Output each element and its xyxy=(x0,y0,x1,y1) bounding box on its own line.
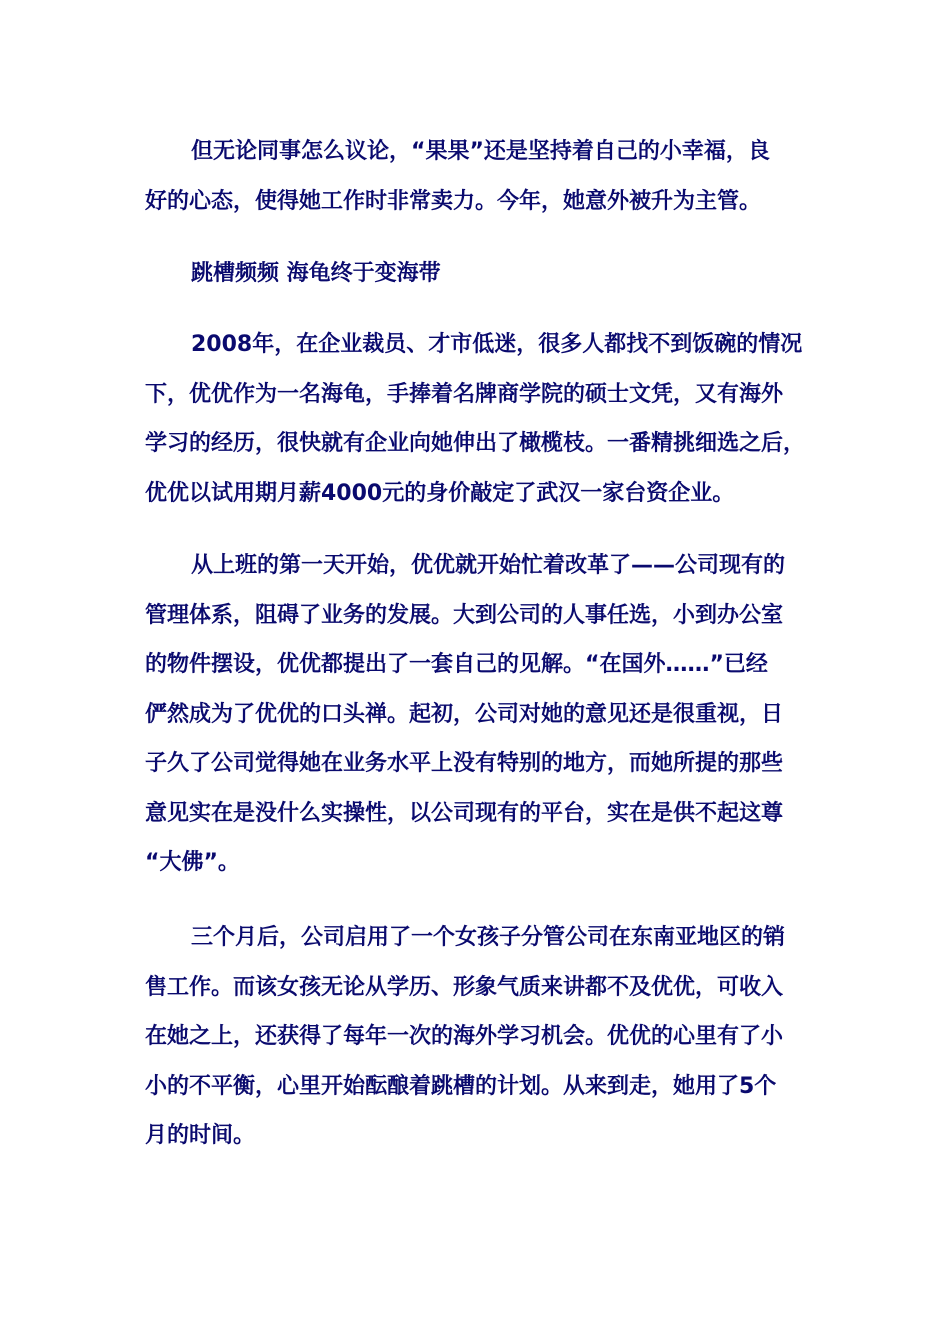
paragraph-line: 下，优优作为一名海龟，手捧着名牌商学院的硕士文凭，又有海外 xyxy=(145,381,784,407)
paragraph-line: “大佛”。 xyxy=(145,850,240,875)
paragraph-line: 子久了公司觉得她在业务水平上没有特别的地方，而她所提的那些 xyxy=(145,751,784,776)
paragraph-line: 在她之上，还获得了每年一次的海外学习机会。优优的心里有了小 xyxy=(145,1024,784,1049)
section-heading xyxy=(145,249,845,299)
paragraph-2 xyxy=(145,320,845,518)
paragraph-1 xyxy=(145,127,845,226)
paragraph-line: 从上班的第一天开始，优优就开始忙着改革了——公司现有的 xyxy=(191,553,786,578)
paragraph-line: 意见实在是没什么实操性，以公司现有的平台，实在是供不起这尊 xyxy=(145,800,784,826)
paragraph-line: 俨然成为了优优的口头禅。起初，公司对她的意见还是很重视，日 xyxy=(145,701,784,727)
heading-line: 跳槽频频 海龟终于变海带 xyxy=(191,261,441,286)
paragraph-line: 但无论同事怎么议论，“果果”还是坚持着自己的小幸福，良 xyxy=(191,139,770,164)
paragraph-line: 三个月后，公司启用了一个女孩子分管公司在东南亚地区的销 xyxy=(191,925,786,950)
paragraph-line: 月的时间。 xyxy=(145,1123,256,1148)
paragraph-line: 的物件摆设，优优都提出了一套自己的见解。“在国外……”已经 xyxy=(145,652,768,677)
paragraph-line: 管理体系，阻碍了业务的发展。大到公司的人事任选，小到办公室 xyxy=(145,602,784,628)
paragraph-3 xyxy=(145,541,845,888)
paragraph-line: 小的不平衡，心里开始酝酿着跳槽的计划。从来到走，她用了5个 xyxy=(145,1073,777,1099)
paragraph-line: 2008年，在企业裁员、才市低迷，很多人都找不到饭碗的情况 xyxy=(191,332,803,357)
paragraph-line: 学习的经历，很快就有企业向她伸出了橄榄枝。一番精挑细选之后， xyxy=(145,431,806,456)
paragraph-4 xyxy=(145,913,845,1161)
paragraph-line: 优优以试用期月薪4000元的身价敲定了武汉一家台资企业。 xyxy=(145,480,735,506)
paragraph-line: 售工作。而该女孩无论从学历、形象气质来讲都不及优优，可收入 xyxy=(145,974,784,1000)
paragraph-line: 好的心态，使得她工作时非常卖力。今年，她意外被升为主管。 xyxy=(145,188,762,214)
